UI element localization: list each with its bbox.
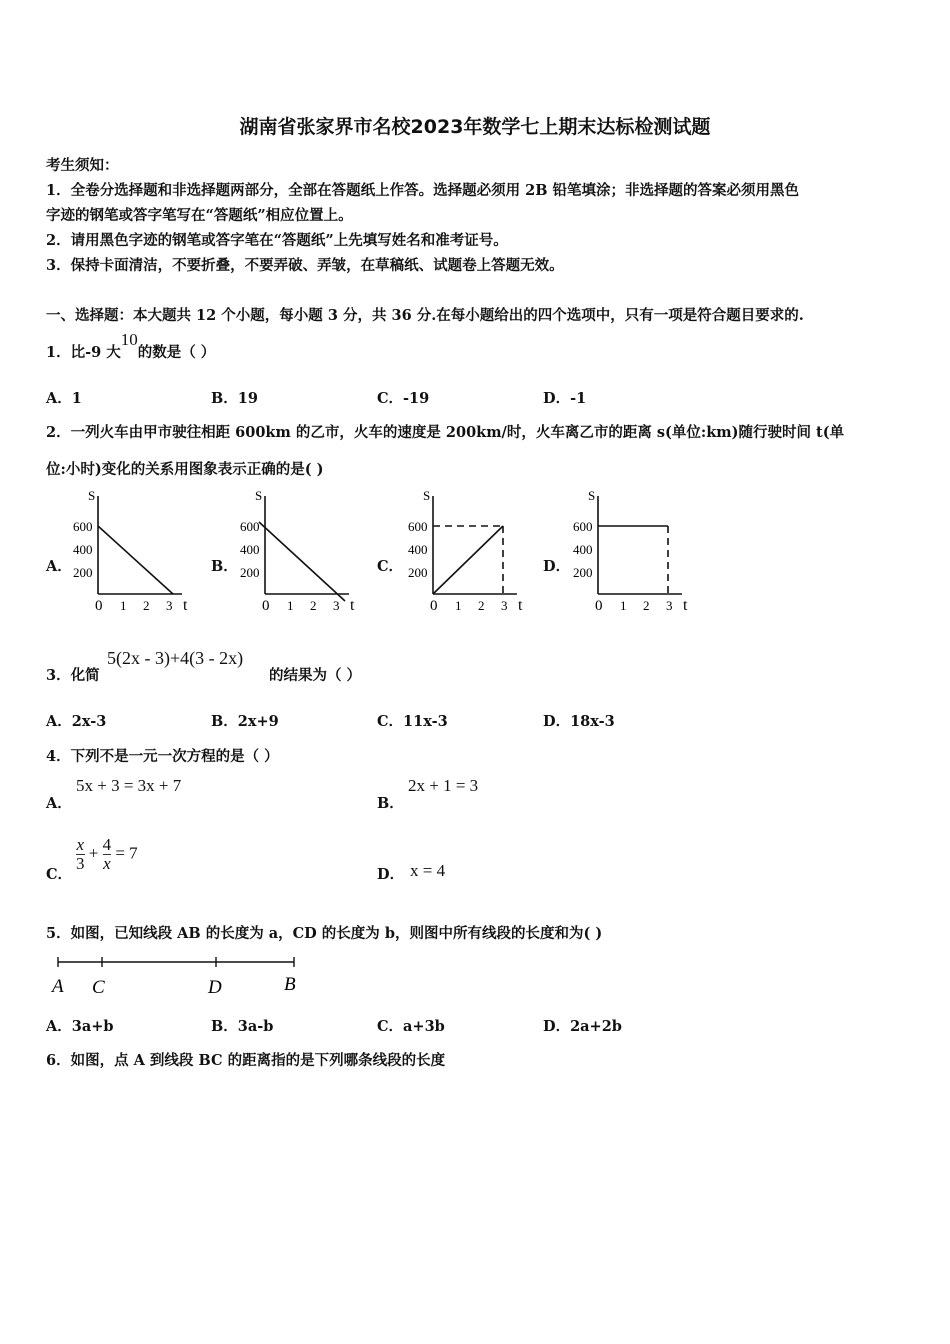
y-axis-label: S bbox=[88, 488, 96, 503]
y-tick-200: 200 bbox=[240, 565, 260, 580]
axes bbox=[598, 496, 682, 594]
section-heading: 一、选择题：本大题共 12 个小题，每小题 3 分，共 36 分.在每小题给出的四个选项中，只有一项是符合题目要求的. bbox=[46, 307, 804, 324]
q1-option-a[interactable]: A．1 bbox=[46, 390, 82, 407]
notice-line-1a: 1．全卷分选择题和非选择题两部分，全部在答题纸上作答。选择题必须用 2B 铅笔填涂；非选择题的答案必须用黑色 bbox=[46, 182, 800, 199]
q1-stem bbox=[46, 330, 216, 362]
q3-post: 的结果为（ ） bbox=[269, 667, 362, 684]
x-axis-label: t bbox=[183, 597, 188, 614]
point-d-label: D bbox=[208, 977, 222, 998]
x-tick-3: 3 bbox=[166, 598, 173, 613]
y-axis-label: S bbox=[255, 488, 263, 503]
x-axis-label: t bbox=[683, 597, 688, 614]
q5-option-b[interactable]: B．3a-b bbox=[211, 1018, 274, 1035]
q2-graph-b[interactable] bbox=[237, 486, 367, 616]
x-tick-1: 1 bbox=[455, 598, 462, 613]
q3-option-b[interactable]: B．2x+9 bbox=[211, 713, 279, 730]
distance-line bbox=[433, 526, 503, 594]
q5-option-d[interactable]: D．2a+2b bbox=[543, 1018, 622, 1035]
distance-line bbox=[259, 522, 345, 601]
q3-option-c[interactable]: C．11x-3 bbox=[377, 713, 448, 730]
notice-heading: 考生须知： bbox=[46, 157, 119, 174]
y-tick-600: 600 bbox=[73, 519, 93, 534]
distance-line bbox=[98, 526, 173, 594]
q2-graph-c[interactable] bbox=[405, 486, 535, 616]
q1-pre: 1．比-9 大 bbox=[46, 344, 121, 361]
y-axis-label: S bbox=[588, 488, 596, 503]
notice-line-3: 3．保持卡面清洁，不要折叠，不要弄破、弄皱，在草稿纸、试题卷上答题无效。 bbox=[46, 257, 564, 274]
q3-option-a[interactable]: A．2x-3 bbox=[46, 713, 107, 730]
q2-stem-line-1: 2．一列火车由甲市驶往相距 600km 的乙市，火车的速度是 200km/时，火车离乙市的距离 s(单位:km)随行驶时间 t(单 bbox=[46, 424, 845, 441]
q4-option-c-equation[interactable] bbox=[76, 836, 138, 873]
x-tick-2: 2 bbox=[143, 598, 150, 613]
segment-ab bbox=[58, 957, 294, 967]
notice-line-2: 2．请用黑色字迹的钢笔或答字笔在“答题纸”上先填写姓名和准考证号。 bbox=[46, 232, 508, 249]
x-tick-2: 2 bbox=[310, 598, 317, 613]
x-axis-label: t bbox=[518, 597, 523, 614]
x-tick-2: 2 bbox=[643, 598, 650, 613]
q1-option-c[interactable]: C．-19 bbox=[377, 390, 430, 407]
q2-graph-d[interactable] bbox=[570, 486, 700, 616]
q4-option-d-label[interactable]: D． bbox=[377, 866, 405, 883]
x-tick-3: 3 bbox=[666, 598, 673, 613]
q1-post: 的数是（ ） bbox=[137, 344, 216, 361]
notice-line-1b: 字迹的钢笔或答字笔写在“答题纸”相应位置上。 bbox=[46, 207, 353, 224]
q4-option-a-label[interactable]: A． bbox=[46, 795, 72, 812]
q2-option-b-label[interactable]: B． bbox=[211, 558, 238, 575]
page-title: 湖南省张家界市名校2023年数学七上期末达标检测试题 bbox=[239, 116, 711, 138]
q4-option-d-equation[interactable]: x = 4 bbox=[410, 861, 446, 880]
y-tick-600: 600 bbox=[573, 519, 593, 534]
q4-stem: 4．下列不是一元一次方程的是（ ） bbox=[46, 748, 279, 765]
x-axis-label: t bbox=[350, 597, 355, 614]
q6-stem: 6．如图，点 A 到线段 BC 的距离指的是下列哪条线段的长度 bbox=[46, 1052, 446, 1069]
q2-option-d-label[interactable]: D． bbox=[543, 558, 571, 575]
x-tick-0: 0 bbox=[430, 598, 438, 614]
point-b-label: B bbox=[284, 974, 296, 995]
q5-option-c[interactable]: C．a+3b bbox=[377, 1018, 445, 1035]
x-tick-3: 3 bbox=[333, 598, 340, 613]
y-tick-600: 600 bbox=[408, 519, 428, 534]
rhs: = 7 bbox=[115, 843, 138, 863]
point-a-label: A bbox=[52, 976, 64, 997]
q4-option-c-label[interactable]: C． bbox=[46, 866, 73, 883]
q5-option-a[interactable]: A．3a+b bbox=[46, 1018, 114, 1035]
q2-option-c-label[interactable]: C． bbox=[377, 558, 404, 575]
q2-stem-line-2: 位:小时)变化的关系用图象表示正确的是( ) bbox=[46, 461, 324, 478]
y-tick-400: 400 bbox=[240, 542, 260, 557]
x-tick-1: 1 bbox=[120, 598, 127, 613]
q1-option-b[interactable]: B．19 bbox=[211, 390, 258, 407]
frac1-denominator: 3 bbox=[76, 854, 85, 873]
frac2-numerator: 4 bbox=[102, 835, 112, 854]
q3-pre: 3．化简 bbox=[46, 667, 100, 684]
point-c-label: C bbox=[92, 977, 105, 998]
x-tick-2: 2 bbox=[478, 598, 485, 613]
axes bbox=[433, 496, 517, 594]
q1-option-d[interactable]: D．-1 bbox=[543, 390, 587, 407]
q3-option-d[interactable]: D．18x-3 bbox=[543, 713, 615, 730]
y-tick-600: 600 bbox=[240, 519, 260, 534]
plus-sign: + bbox=[88, 843, 99, 863]
y-axis-label: S bbox=[423, 488, 431, 503]
y-tick-400: 400 bbox=[573, 542, 593, 557]
y-tick-200: 200 bbox=[408, 565, 428, 580]
q4-option-a-equation[interactable]: 5x + 3 = 3x + 7 bbox=[76, 776, 182, 795]
x-tick-1: 1 bbox=[620, 598, 627, 613]
q3-expression: 5(2x - 3)+4(3 - 2x) bbox=[107, 648, 244, 668]
y-tick-400: 400 bbox=[408, 542, 428, 557]
q5-stem: 5．如图，已知线段 AB 的长度为 a，CD 的长度为 b，则图中所有线段的长度和为( ) bbox=[46, 925, 603, 942]
frac2-denominator: x bbox=[103, 854, 111, 873]
q2-graph-a[interactable] bbox=[70, 486, 200, 616]
y-tick-200: 200 bbox=[73, 565, 93, 580]
x-tick-0: 0 bbox=[262, 598, 270, 614]
q5-segment-figure bbox=[46, 950, 316, 1000]
x-tick-1: 1 bbox=[287, 598, 294, 613]
axes bbox=[98, 496, 182, 594]
q1-exponent: 10 bbox=[120, 330, 138, 349]
q2-option-a-label[interactable]: A． bbox=[46, 558, 72, 575]
y-tick-400: 400 bbox=[73, 542, 93, 557]
frac1-numerator: x bbox=[76, 835, 85, 854]
x-tick-3: 3 bbox=[501, 598, 508, 613]
y-tick-200: 200 bbox=[573, 565, 593, 580]
axes bbox=[265, 496, 349, 594]
x-tick-0: 0 bbox=[595, 598, 603, 614]
q4-option-b-label[interactable]: B． bbox=[377, 795, 404, 812]
x-tick-0: 0 bbox=[95, 598, 103, 614]
q4-option-b-equation[interactable]: 2x + 1 = 3 bbox=[408, 776, 479, 795]
